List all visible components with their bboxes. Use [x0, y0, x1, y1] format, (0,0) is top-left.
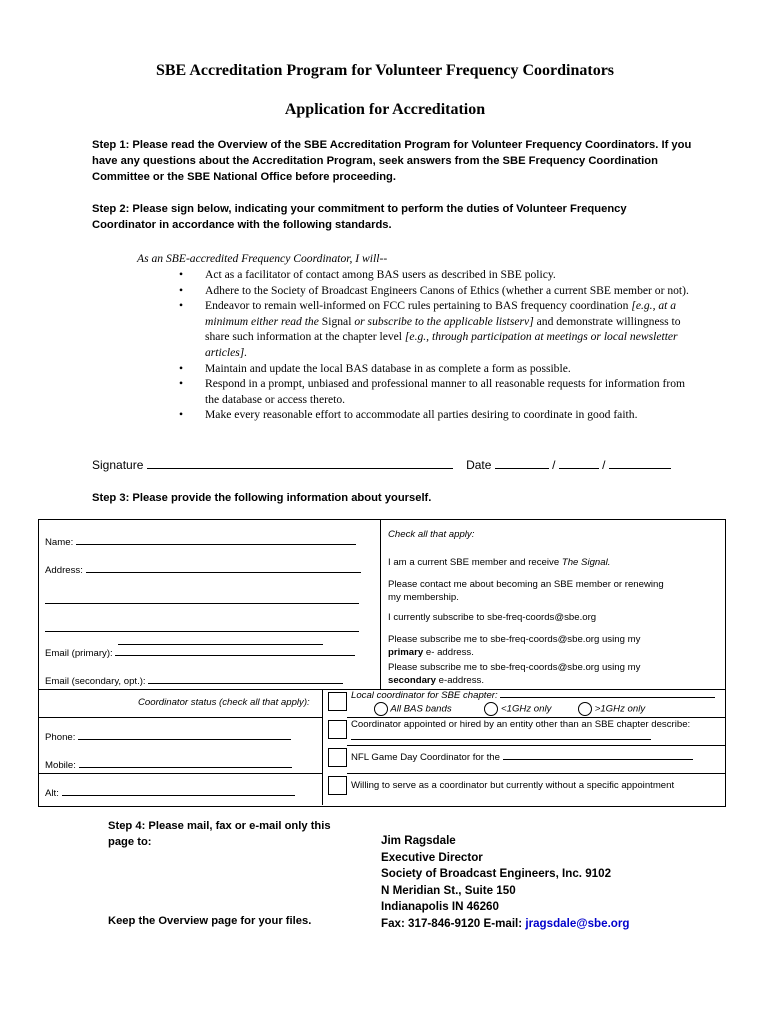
contact-city: Indianapolis IN 46260	[381, 900, 499, 914]
contact-role: Executive Director	[381, 850, 483, 864]
nfl-label: NFL Game Day Coordinator for the	[351, 752, 500, 763]
bullet-text: or subscribe to the applicable listserv]	[354, 314, 534, 328]
email-link[interactable]: jragsdale@sbe.org	[525, 916, 630, 930]
nfl-coordinator-checkbox[interactable]	[328, 748, 347, 767]
table-divider	[38, 773, 323, 774]
check-all-label: Check all that apply:	[388, 529, 475, 540]
band-options	[374, 702, 645, 716]
list-item: • Act as a facilitator of contact among BAS users as described in SBE policy.	[179, 267, 689, 283]
option-subscribe-secondary[interactable]	[388, 661, 678, 687]
lt1ghz-radio[interactable]	[484, 702, 498, 716]
option-current-subscriber[interactable]: I currently subscribe to sbe-freq-coords@sbe.org	[388, 612, 597, 623]
option-subscribe-primary[interactable]	[388, 633, 678, 659]
email-primary-label: Email (primary):	[45, 648, 113, 659]
bullet-text: Signal	[321, 314, 352, 328]
option-contact-membership[interactable]: Please contact me about becoming an SBE member or renewing my membership.	[388, 579, 664, 603]
address-label: Address:	[45, 565, 83, 576]
table-divider	[322, 689, 323, 805]
email-secondary-row	[45, 676, 343, 687]
address-field[interactable]	[86, 572, 361, 573]
signature-label: Signature	[92, 458, 144, 472]
email-primary-field[interactable]	[115, 655, 355, 656]
table-divider	[380, 519, 381, 689]
list-item: • Respond in a prompt, unbiased and professional manner to all reasonable requests for information from the database or access thereto.	[179, 376, 689, 407]
willing-label: Willing to serve as a coordinator but currently without a specific appointment	[351, 780, 675, 791]
contact-name: Jim Ragsdale	[381, 834, 456, 847]
nfl-row	[351, 752, 693, 763]
option-text: primary	[388, 647, 424, 658]
bullet-text: Endeavor to remain well-informed on FCC rules pertaining to BAS frequency coordination	[205, 299, 629, 313]
email-secondary-label: Email (secondary, opt.):	[45, 676, 146, 687]
local-coordinator-row	[351, 690, 715, 701]
date-year-field[interactable]	[609, 468, 671, 469]
appointed-describe-field[interactable]	[351, 739, 651, 740]
name-field[interactable]	[76, 544, 356, 545]
option-text: Please subscribe me to sbe-freq-coords@sbe.org using my	[388, 634, 641, 645]
table-divider	[347, 745, 726, 746]
gt1ghz-radio[interactable]	[578, 702, 592, 716]
option-text: I am a current SBE member and receive	[388, 557, 560, 568]
list-item: • Make every reasonable effort to accommodate all parties desiring to coordinate in good faith.	[179, 407, 689, 423]
list-item	[179, 298, 689, 360]
mobile-field[interactable]	[79, 767, 292, 768]
signature-field[interactable]	[147, 468, 453, 469]
bullet-text: [e.g., through participation at meetings or local newsletter articles].	[205, 330, 678, 359]
gt1ghz-label: >1GHz only	[594, 703, 646, 715]
document-title: SBE Accreditation Program for Volunteer Frequency Coordinators	[155, 62, 615, 79]
document-subtitle: Application for Accreditation	[284, 101, 486, 118]
option-text: The Signal.	[561, 557, 611, 568]
step2-text: Step 2: Please sign below, indicating your commitment to perform the duties of Volunteer Frequency Coordinator in accordance with the following standards.	[92, 203, 627, 231]
contact-fax-email	[381, 916, 681, 933]
coord-status-label: Coordinator status (check all that apply):	[138, 697, 310, 708]
local-coordinator-label: Local coordinator for SBE chapter:	[351, 690, 498, 701]
address-line-4[interactable]	[118, 644, 323, 645]
fax-text: Fax: 317-846-9120 E-mail:	[381, 916, 523, 930]
alt-label: Alt:	[45, 788, 59, 799]
date-month-field[interactable]	[495, 468, 549, 469]
mobile-label: Mobile:	[45, 760, 76, 771]
list-item: • Maintain and update the local BAS database in as complete a form as possible.	[179, 361, 689, 377]
email-primary-row	[45, 648, 355, 659]
pledge-intro: As an SBE-accredited Frequency Coordinator, I will--	[137, 252, 388, 265]
appointed-label: Coordinator appointed or hired by an entity other than an SBE chapter describe:	[351, 719, 691, 730]
name-row	[45, 537, 356, 548]
appointed-row	[351, 718, 711, 744]
all-bas-radio[interactable]	[374, 702, 388, 716]
table-divider	[347, 773, 726, 774]
option-text: e-address.	[438, 675, 484, 686]
chapter-field[interactable]	[500, 697, 715, 698]
phone-label: Phone:	[45, 732, 76, 743]
address-row	[45, 565, 361, 576]
option-text: secondary	[388, 675, 436, 686]
mailing-address	[381, 833, 681, 933]
option-text: e- address.	[425, 647, 474, 658]
date-label: Date	[466, 458, 492, 472]
step1-text: Step 1: Please read the Overview of the SBE Accreditation Program for Volunteer Frequency Coordinators. If you have any questions about the Accreditation Program, seek answers from the SBE Frequency Coordination Committee or the SBE National Office before proceeding.	[92, 139, 692, 183]
contact-street: N Meridian St., Suite 150	[381, 883, 516, 897]
signature-row: Signature Date / /	[92, 458, 671, 472]
all-bas-label: All BAS bands	[390, 703, 452, 715]
pledge-list	[179, 267, 689, 423]
list-item: • Adhere to the Society of Broadcast Engineers Canons of Ethics (whether a current SBE member or not).	[179, 283, 689, 299]
willing-coordinator-checkbox[interactable]	[328, 776, 347, 795]
address-line-3[interactable]	[45, 631, 359, 632]
phone-field[interactable]	[78, 739, 291, 740]
step3-text: Step 3: Please provide the following information about yourself.	[92, 492, 432, 504]
email-secondary-field[interactable]	[148, 683, 343, 684]
appointed-coordinator-checkbox[interactable]	[328, 720, 347, 739]
bullet-text: and demonstrate willingness to share such information at the chapter level	[205, 314, 681, 344]
bullet-text: [e.g., at a minimum either read the	[205, 299, 677, 328]
date-day-field[interactable]	[559, 468, 599, 469]
lt1ghz-label: <1GHz only	[501, 703, 552, 715]
mobile-row	[45, 760, 292, 771]
keep-overview-text: Keep the Overview page for your files.	[108, 915, 312, 927]
alt-row	[45, 788, 295, 799]
address-line-2[interactable]	[45, 603, 359, 604]
table-divider	[38, 717, 323, 718]
step4-text: Step 4: Please mail, fax or e-mail only this page to:	[108, 820, 331, 848]
name-label: Name:	[45, 537, 74, 548]
contact-org: Society of Broadcast Engineers, Inc. 9102	[381, 867, 612, 881]
alt-field[interactable]	[62, 795, 295, 796]
phone-row	[45, 732, 291, 743]
local-coordinator-checkbox[interactable]	[328, 692, 347, 711]
option-text: Please subscribe me to sbe-freq-coords@sbe.org using my	[388, 662, 641, 673]
nfl-team-field[interactable]	[503, 759, 693, 760]
option-sbe-member[interactable]	[388, 557, 610, 568]
